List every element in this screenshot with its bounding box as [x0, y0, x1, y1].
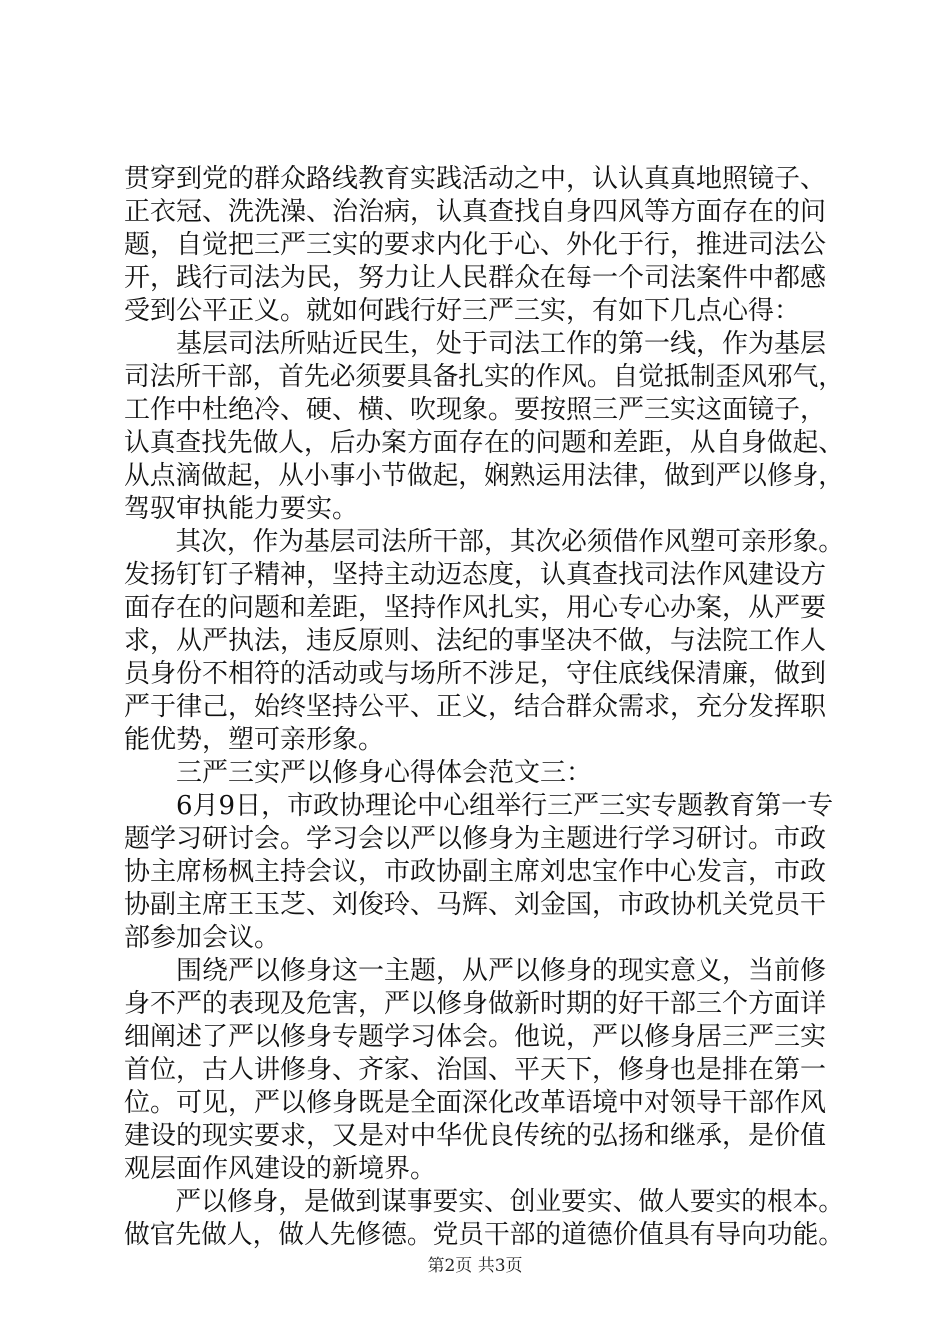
text-line: 协副主席王玉芝、刘俊玲、马辉、刘金国，市政协机关党员干: [124, 890, 827, 920]
text-line: 驾驭审执能力要实。: [124, 494, 359, 524]
text-line: 受到公平正义。就如何践行好三严三实，有如下几点心得：: [124, 296, 801, 326]
paragraph: [124, 955, 844, 1186]
page-footer: 第2页 共3页: [427, 1256, 523, 1276]
text-line: 贯穿到党的群众路线教育实践活动之中，认认真真地照镜子、: [124, 164, 827, 194]
text-line: 基层司法所贴近民生，处于司法工作的第一线，作为基层: [124, 329, 827, 359]
text-line: 身不严的表现及危害，严以修身做新时期的好干部三个方面详: [124, 989, 827, 1019]
text-line: 围绕严以修身这一主题，从严以修身的现实意义，当前修: [124, 956, 827, 986]
text-line: 协主席杨枫主持会议，市政协副主席刘忠宝作中心发言，市政: [124, 857, 827, 887]
text-line: 观层面作风建设的新境界。: [124, 1154, 437, 1184]
paragraph: [124, 1186, 844, 1252]
text-line: 正衣冠、洗洗澡、治治病，认真查找自身四风等方面存在的问: [124, 197, 827, 227]
text-line: 做官先做人，做人先修德。党员干部的道德价值具有导向功能。: [124, 1220, 845, 1250]
paragraph: [124, 790, 844, 955]
document-body: [124, 163, 844, 1252]
text-line: 严以修身，是做到谋事要实、创业要实、做人要实的根本。: [124, 1187, 845, 1217]
paragraph: [124, 526, 844, 757]
text-line: 能优势，塑可亲形象。: [124, 725, 385, 755]
text-line: 首位，古人讲修身、齐家、治国、平天下，修身也是排在第一: [124, 1055, 827, 1085]
text-line: 题，自觉把三严三实的要求内化于心、外化于行，推进司法公: [124, 230, 827, 260]
text-line: 发扬钉钉子精神，坚持主动迈态度，认真查找司法作风建设方: [124, 560, 827, 590]
text-line: 求，从严执法，违反原则、法纪的事坚决不做，与法院工作人: [124, 626, 827, 656]
text-line: 题学习研讨会。学习会以严以修身为主题进行学习研讨。市政: [124, 824, 827, 854]
text-line: 6月9日，市政协理论中心组举行三严三实专题教育第一专: [124, 791, 834, 821]
text-line: 面存在的问题和差距，坚持作风扎实，用心专心办案，从严要: [124, 593, 827, 623]
text-line: 员身份不相符的活动或与场所不涉足，守住底线保清廉，做到: [124, 659, 827, 689]
text-line: 部参加会议。: [124, 923, 281, 953]
text-line: 建设的现实要求，又是对中华优良传统的弘扬和继承，是价值: [124, 1121, 827, 1151]
paragraph: [124, 163, 844, 328]
text-line: 认真查找先做人，后办案方面存在的问题和差距，从自身做起、: [124, 428, 845, 458]
text-line: 细阐述了严以修身专题学习体会。他说，严以修身居三严三实: [124, 1022, 827, 1052]
text-line: 开，践行司法为民，努力让人民群众在每一个司法案件中都感: [124, 263, 827, 293]
text-line: 其次，作为基层司法所干部，其次必须借作风塑可亲形象。: [124, 527, 845, 557]
text-line: 严于律己，始终坚持公平、正义，结合群众需求，充分发挥职: [124, 692, 827, 722]
text-line: 司法所干部，首先必须要具备扎实的作风。自觉抵制歪风邪气，: [124, 362, 845, 392]
paragraph: [124, 757, 844, 790]
paragraph: [124, 328, 844, 526]
text-line: 位。可见，严以修身既是全面深化改革语境中对领导干部作风: [124, 1088, 827, 1118]
text-line: 三严三实严以修身心得体会范文三：: [124, 758, 593, 788]
text-line: 工作中杜绝冷、硬、横、吹现象。要按照三严三实这面镜子，: [124, 395, 827, 425]
text-line: 从点滴做起，从小事小节做起，娴熟运用法律，做到严以修身，: [124, 461, 845, 491]
